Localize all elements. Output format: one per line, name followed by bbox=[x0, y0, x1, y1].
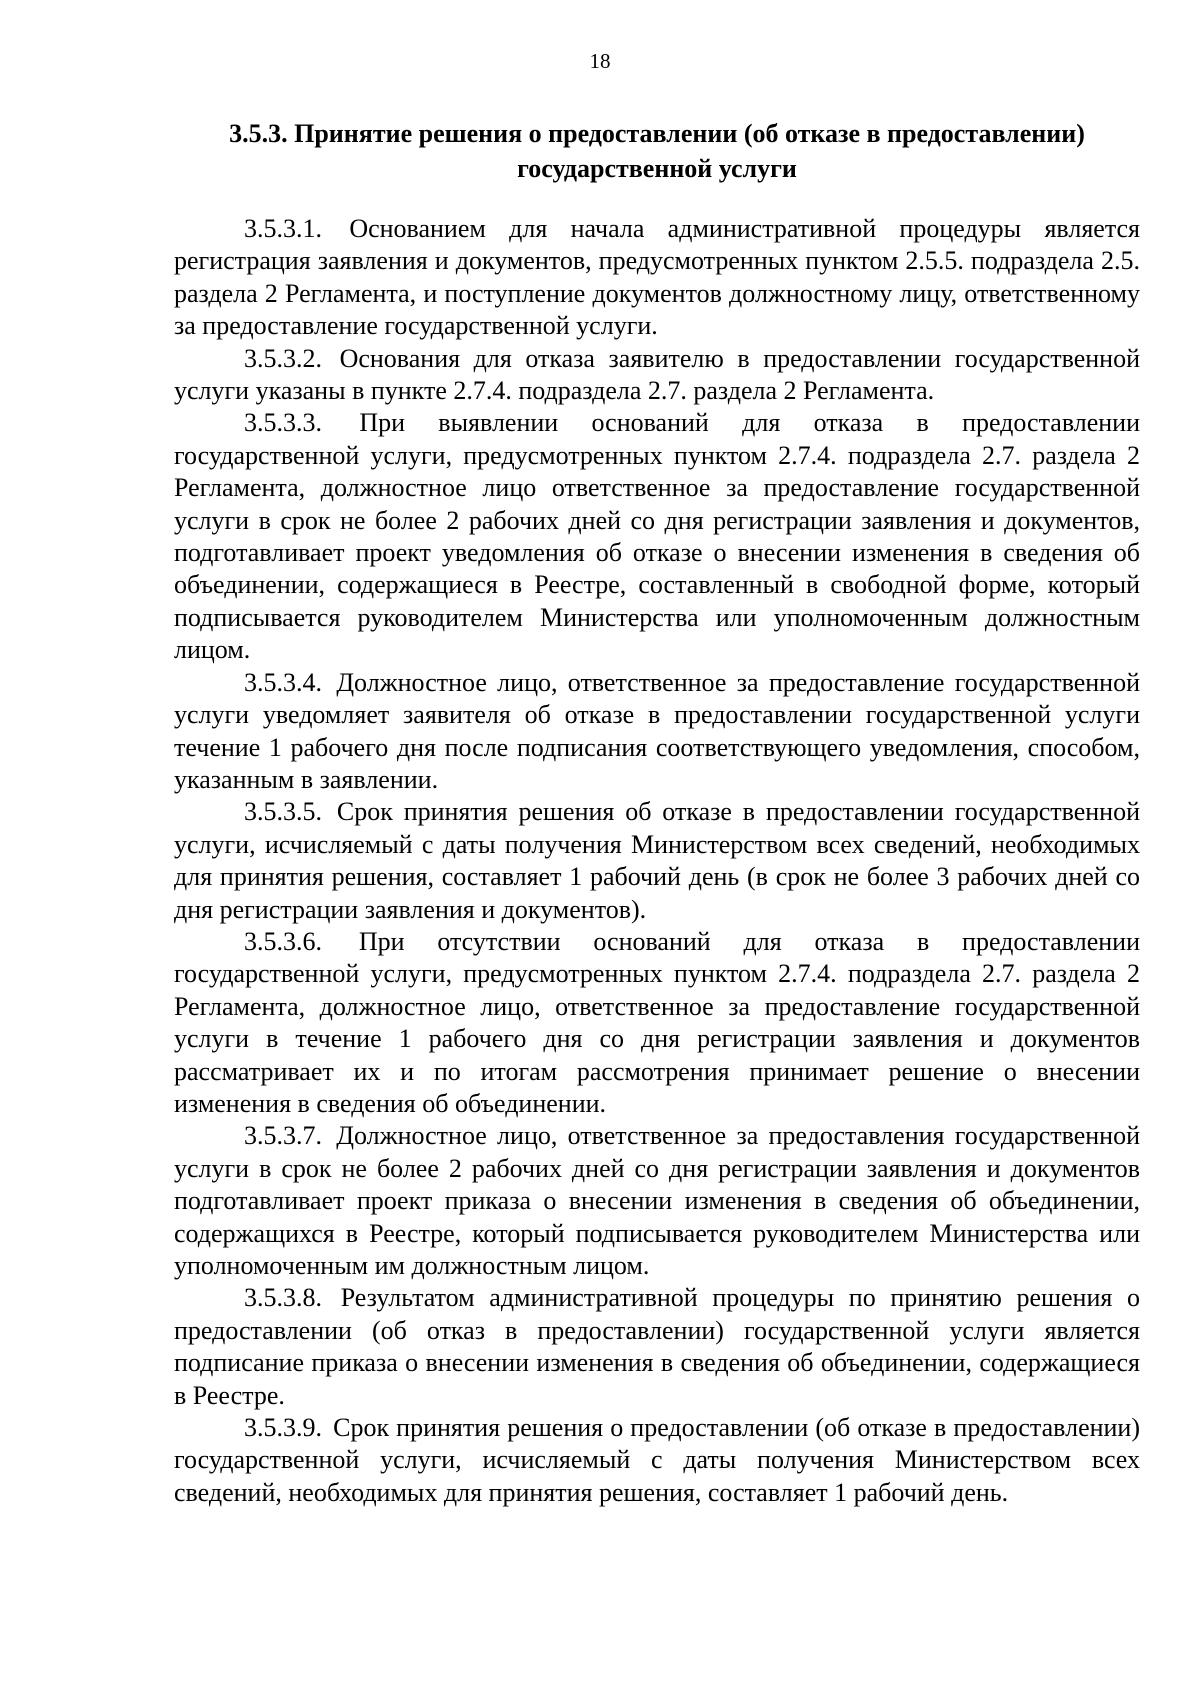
paragraph-number: 3.5.3.3. bbox=[244, 408, 322, 438]
paragraph-3-5-3-6 bbox=[174, 926, 1140, 1120]
paragraph-text: Должностное лицо, ответственное за предоставление государственной услуги уведомляет заявителя об отказе в предоставлении государственной услуги течение 1 рабочего дня после подписания соответствующего уведомления, способом, указанным в заявлении. bbox=[174, 667, 1140, 794]
paragraph-number: 3.5.3.9. bbox=[244, 1413, 322, 1443]
paragraph-3-5-3-3 bbox=[174, 407, 1140, 666]
paragraph-number: 3.5.3.4. bbox=[244, 667, 322, 697]
paragraph-3-5-3-4 bbox=[174, 667, 1140, 797]
section-heading-line-2: государственной услуги bbox=[517, 154, 797, 183]
paragraph-3-5-3-7 bbox=[174, 1120, 1140, 1282]
paragraph-3-5-3-5 bbox=[174, 796, 1140, 926]
paragraph-3-5-3-8 bbox=[174, 1282, 1140, 1412]
paragraph-3-5-3-1 bbox=[174, 213, 1140, 343]
paragraph-number: 3.5.3.7. bbox=[244, 1121, 322, 1151]
paragraph-number: 3.5.3.5. bbox=[244, 797, 322, 827]
paragraph-text: При выявлении оснований для отказа в предоставлении государственной услуги, предусмотренных пунктом 2.7.4. подраздела 2.7. раздела 2 Регламента, должностное лицо ответственное за предоставление государственной услуги в срок не более 2 рабочих дней со дня регистрации заявления и документов, подготавливает проект уведомления об отказе о внесении изменения в сведения об объединении, содержащиеся в Реестре, составленный в свободной форме, который подписывается руководителем Министерства или уполномоченным должностным лицом. bbox=[174, 408, 1141, 665]
paragraph-number: 3.5.3.1. bbox=[244, 214, 322, 243]
paragraph-3-5-3-9 bbox=[174, 1412, 1140, 1509]
paragraph-3-5-3-2 bbox=[174, 343, 1140, 408]
paragraph-number: 3.5.3.2. bbox=[244, 343, 322, 373]
section-heading-line-1: 3.5.3. Принятие решения о предоставлении (об отказе в предоставлении) bbox=[229, 119, 1085, 148]
paragraph-text: Должностное лицо, ответственное за предоставления государственной услуги в срок не более 2 рабочих дней со дня регистрации заявления и документов подготавливает проект приказа о внесении изменения в сведения об объединении, содержащихся в Реестре, который подписывается руководителем Министерства или уполномоченным им должностным лицом. bbox=[174, 1121, 1141, 1280]
paragraph-number: 3.5.3.6. bbox=[244, 926, 322, 956]
document-body bbox=[174, 213, 1140, 1509]
paragraph-text: Срок принятия решения о предоставлении (об отказе в предоставлении) государственной услуги, исчисляемый с даты получения Министерством всех сведений, необходимых для принятия решения, составляет 1 рабочий день. bbox=[174, 1413, 1141, 1507]
paragraph-text: Результатом административной процедуры по принятию решения о предоставлении (об отказ в предоставлении) государственной услуги является подписание приказа о внесении изменения в сведения об объединении, содержащиеся в Реестре. bbox=[174, 1283, 1141, 1410]
page-number: 18 bbox=[589, 49, 611, 73]
paragraph-number: 3.5.3.8. bbox=[244, 1283, 322, 1313]
paragraph-text: Срок принятия решения об отказе в предоставлении государственной услуги, исчисляемый с даты получения Министерством всех сведений, необходимых для принятия решения, составляет 1 рабочий день (в срок не более 3 рабочих дней со дня регистрации заявления и документов). bbox=[174, 797, 1140, 924]
section-heading bbox=[174, 116, 1140, 186]
paragraph-text: Основанием для начала административной процедуры является регистрация заявления и документов, предусмотренных пунктом 2.5.5. подраздела 2.5. раздела 2 Регламента, и поступление документов должностному лицу, ответственному за предоставление государственной услуги. bbox=[174, 214, 1140, 341]
paragraph-text: При отсутствии оснований для отказа в предоставлении государственной услуги, предусмотренных пунктом 2.7.4. подраздела 2.7. раздела 2 Регламента, должностное лицо, ответственное за предоставление государственной услуги в течение 1 рабочего дня со дня регистрации заявления и документов рассматривает их и по итогам рассмотрения принимает решение о внесении изменения в сведения об объединении. bbox=[174, 926, 1140, 1118]
paragraph-text: Основания для отказа заявителю в предоставлении государственной услуги указаны в пункте 2.7.4. подраздела 2.7. раздела 2 Регламента. bbox=[174, 343, 1141, 406]
